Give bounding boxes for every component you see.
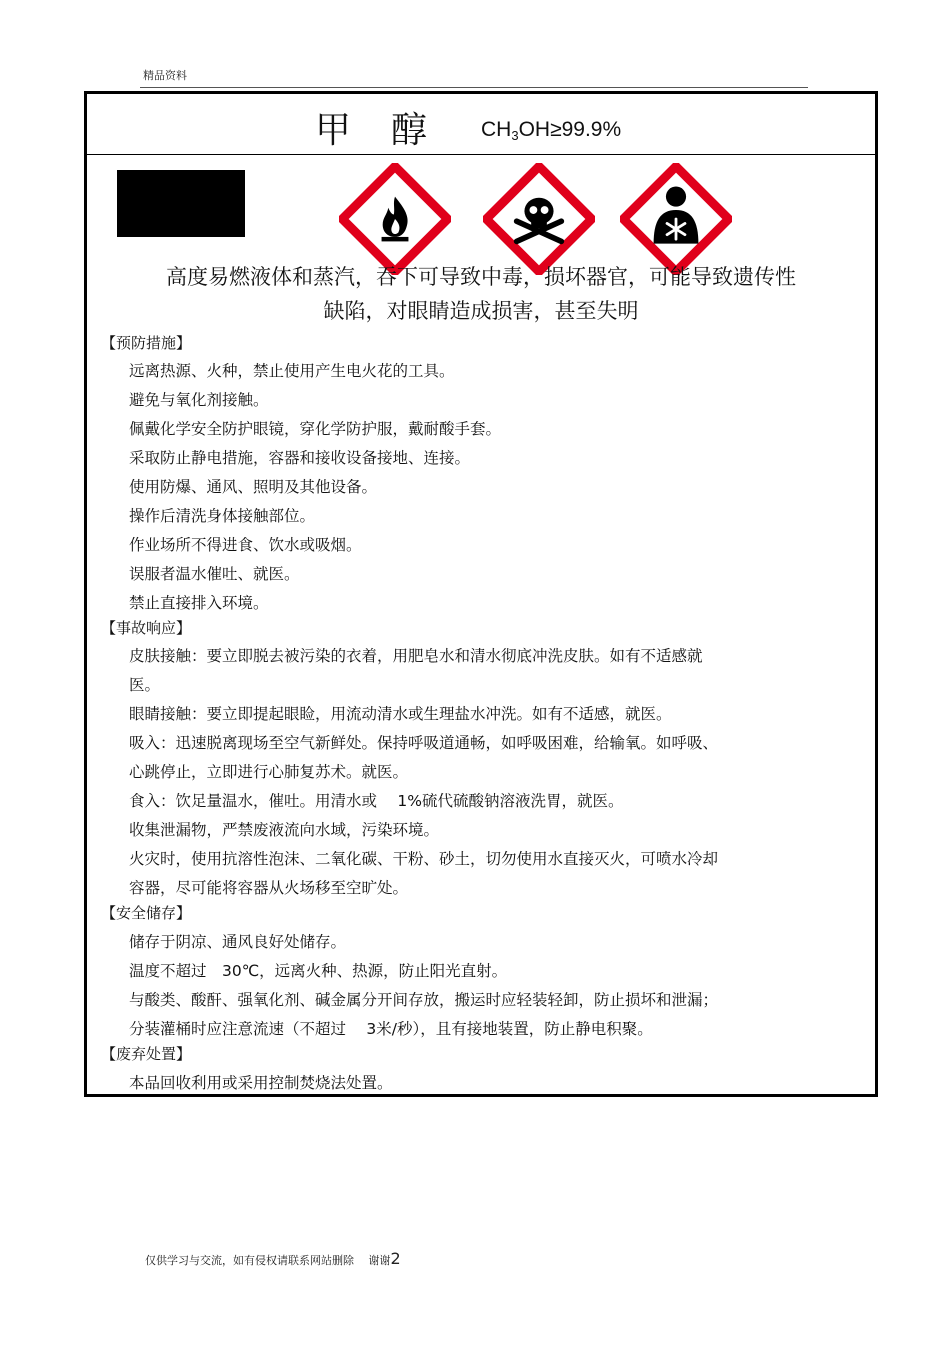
list-item: 医。 <box>129 676 161 694</box>
footer-text: 仅供学习与交流，如有侵权请联系网站删除 谢谢 <box>145 1254 391 1267</box>
safety-label <box>84 91 878 1097</box>
redacted-block <box>117 170 245 237</box>
list-item: 本品回收利用或采用控制焚烧法处置。 <box>129 1074 393 1092</box>
header-divider <box>140 87 808 88</box>
header-note: 精品资料 <box>143 69 187 82</box>
list-item: 禁止直接排入环境。 <box>129 594 269 612</box>
health-hazard-icon <box>620 163 732 275</box>
skull-crossbones-icon <box>483 163 595 275</box>
flame-icon <box>339 163 451 275</box>
section-heading-disposal: 【废弃处置】 <box>101 1045 192 1063</box>
hazard-statement-line-1: 高度易燃液体和蒸汽，吞下可导致中毒，损坏器官，可能导致遗传性 <box>166 265 796 289</box>
formula-prefix: CH <box>481 118 512 141</box>
list-item: 心跳停止，立即进行心肺复苏术。就医。 <box>129 763 409 781</box>
list-item: 食入：饮足量温水，催吐。用清水或 1%硫代硫酸钠溶液洗胃，就医。 <box>129 792 624 810</box>
list-item: 避免与氧化剂接触。 <box>129 391 269 409</box>
list-item: 使用防爆、通风、照明及其他设备。 <box>129 478 378 496</box>
formula-subscript: 3 <box>511 128 519 143</box>
list-item: 误服者温水催吐、就医。 <box>129 565 300 583</box>
list-item: 吸入：迅速脱离现场至空气新鲜处。保持呼吸道通畅，如呼吸困难，给输氧。如呼吸、 <box>129 734 719 752</box>
page-number: 2 <box>390 1249 401 1268</box>
list-item: 储存于阴凉、通风良好处储存。 <box>129 933 347 951</box>
section-heading-response: 【事故响应】 <box>101 619 192 637</box>
list-item: 佩戴化学安全防护眼镜，穿化学防护服，戴耐酸手套。 <box>129 420 502 438</box>
list-item: 眼睛接触：要立即提起眼睑，用流动清水或生理盐水冲洗。如有不适感，就医。 <box>129 705 672 723</box>
formula-suffix: OH≥99.9% <box>518 118 622 141</box>
list-item: 作业场所不得进食、饮水或吸烟。 <box>129 536 362 554</box>
list-item: 操作后清洗身体接触部位。 <box>129 507 316 525</box>
list-item: 容器，尽可能将容器从火场移至空旷处。 <box>129 879 409 897</box>
list-item: 远离热源、火种，禁止使用产生电火花的工具。 <box>129 362 455 380</box>
list-item: 温度不超过 30℃，远离火种、热源，防止阳光直射。 <box>129 962 508 980</box>
chemical-name: 甲醇 <box>315 110 468 151</box>
list-item: 与酸类、酸酐、强氧化剂、碱金属分开间存放，搬运时应轻装轻卸，防止损坏和泄漏； <box>129 991 719 1009</box>
list-item: 收集泄漏物，严禁废液流向水域，污染环境。 <box>129 821 440 839</box>
list-item: 分装灌桶时应注意流速（不超过 3米/秒），且有接地装置，防止静电积聚。 <box>129 1020 653 1038</box>
hazard-statement-line-2: 缺陷，对眼睛造成损害，甚至失明 <box>323 299 639 323</box>
page-footer <box>145 1249 401 1268</box>
list-item: 皮肤接触：要立即脱去被污染的衣着，用肥皂水和清水彻底冲洗皮肤。如有不适感就 <box>129 647 703 665</box>
chemical-formula <box>481 118 621 143</box>
list-item: 采取防止静电措施，容器和接收设备接地、连接。 <box>129 449 471 467</box>
section-heading-storage: 【安全储存】 <box>101 904 192 922</box>
list-item: 火灾时，使用抗溶性泡沫、二氧化碳、干粉、砂土，切勿使用水直接灭火，可喷水冷却 <box>129 850 719 868</box>
section-heading-prevention: 【预防措施】 <box>101 334 192 352</box>
title-row <box>87 94 875 155</box>
